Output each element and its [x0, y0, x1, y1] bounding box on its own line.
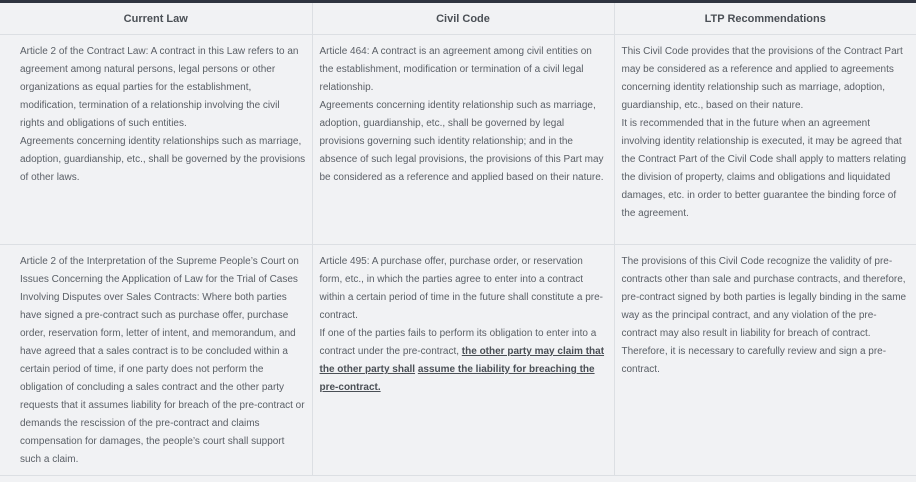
- comparison-table: [0, 3, 916, 476]
- header-row: [0, 3, 916, 35]
- emphasized-text: assume the liability for breaching the pre-contract.: [319, 364, 595, 393]
- cell-civil-code: [312, 35, 614, 245]
- paragraph: [320, 325, 608, 397]
- cell-civil-code: [312, 245, 614, 476]
- header-civil-code: Civil Code: [312, 3, 614, 35]
- paragraph: Article 464: A contract is an agreement among civil entities on the establishment, modification or termination of a civil legal relationship.: [319, 46, 592, 93]
- paragraph: Article 2 of the Contract Law: A contract in this Law refers to an agreement among natural persons, legal persons or other organizations as equal parties for the establishment, modification, termination of a relationship involving the civil rights and obligations of such entities.: [20, 46, 299, 129]
- header-current-law: Current Law: [0, 3, 312, 35]
- emphasized-text: the other party may claim that the other party shall: [319, 346, 605, 375]
- table-row: [0, 245, 916, 476]
- cell-current-law: [0, 35, 312, 245]
- paragraph: This Civil Code provides that the provisions of the Contract Part may be considered as a reference and applied to agreements concerning identity relationship such as marriage, adoption, guardianship, etc., based on their nature.: [621, 46, 903, 111]
- header-ltp-recommendations: LTP Recommendations: [614, 3, 916, 35]
- cell-current-law: [0, 245, 312, 476]
- paragraph: The provisions of this Civil Code recognize the validity of pre-contracts other than sale and purchase contracts, and therefore, pre-contract signed by both parties is legally binding in the same way as the principal contract, and any violation of the pre-contract may also result in liability for breach of contract. Therefore, it is necessary to carefully review and sign a pre-contract.: [621, 256, 907, 375]
- table-row: [0, 35, 916, 245]
- paragraph: Article 2 of the Interpretation of the Supreme People’s Court on Issues Concerning the Application of Law for the Trial of Cases Involving Disputes over Sales Contracts: Where both parties have signed a pre-contract such as purchase offer, purchase order, reservation form, letter of intent, and memorandum, and have agreed that a sales contract is to be concluded within a certain period of time, if one party does not perform the obligation of concluding a sales contract and the other party requests that it assumes liability for breach of the pre-contract or demands the rescission of the pre-contract and claims compensation for damages, the people’s court shall support such a claim.: [20, 256, 305, 465]
- paragraph: Agreements concerning identity relationship such as marriage, adoption, guardianship, etc., shall be governed by legal provisions governing such identity relationship; and in the absence of such legal provisions, the provisions of this Part may be considered as a reference and applied based on their nature.: [319, 100, 604, 183]
- paragraph: Article 495: A purchase offer, purchase order, or reservation form, etc., in which the parties agree to enter into a contract within a certain period of time in the future shall constitute a pre-contract.: [319, 256, 603, 321]
- paragraph: It is recommended that in the future when an agreement involving identity relationship is executed, it may be agreed that the Contract Part of the Civil Code shall apply to matters relating the division of property, claims and obligations and liquidated damages, etc. in order to better guarantee the binding force of the agreement.: [621, 118, 907, 219]
- cell-ltp-recommendations: [614, 245, 916, 476]
- paragraph: Agreements concerning identity relationships such as marriage, adoption, guardianship, etc., shall be governed by the provisions of other laws.: [20, 136, 306, 183]
- plain-text: If one of the parties fails to perform its obligation to enter into a contract under the pre-contract,: [319, 328, 597, 357]
- cell-ltp-recommendations: [614, 35, 916, 245]
